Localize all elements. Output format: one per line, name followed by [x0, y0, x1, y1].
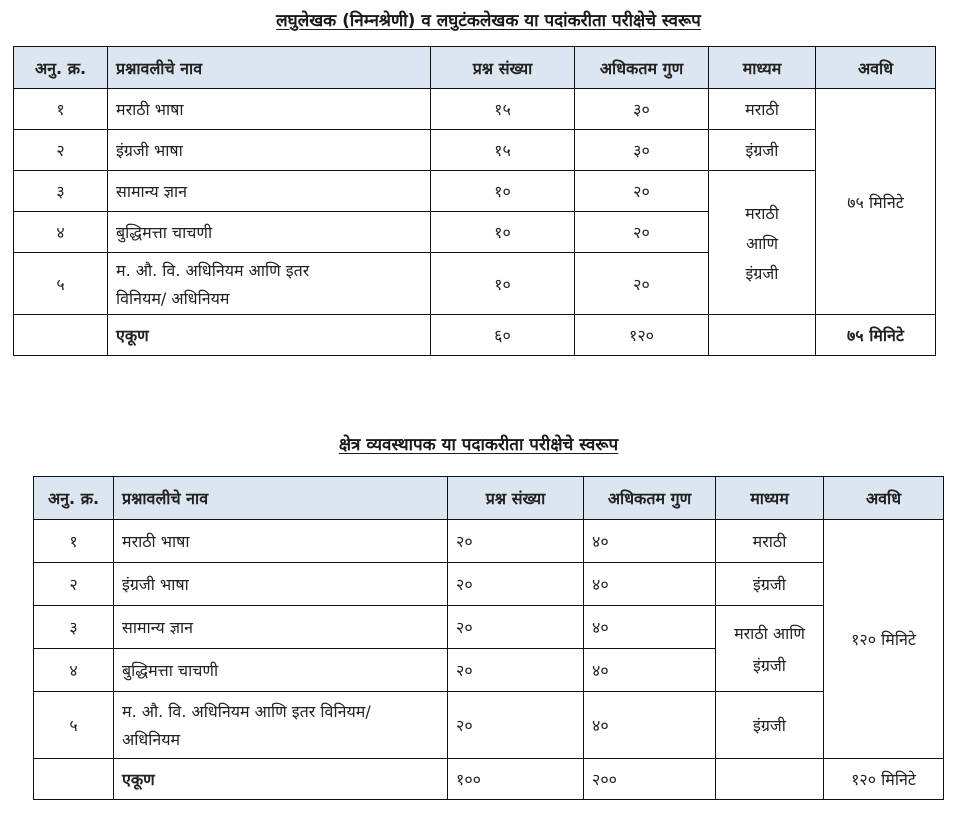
header-medium: माध्यम [716, 477, 824, 520]
table-row [14, 171, 936, 212]
table2-title: क्षेत्र व्यवस्थापक या पदाकरीता परीक्षेचे स्वरूप [338, 435, 619, 455]
paper-name-line: म. औ. वि. अधिनियम आणि इतर [116, 260, 310, 280]
paper-name-line: म. औ. वि. अधिनियम आणि इतर विनियम/ [122, 702, 371, 721]
cell-sr-no: ३ [34, 606, 114, 649]
medium-line: इंग्रजी [745, 263, 779, 283]
total-row [14, 315, 936, 356]
total-label: एकूण [114, 759, 448, 800]
cell-paper-name: सामान्य ज्ञान [114, 606, 448, 649]
header-paper-name: प्रश्नावलीचे नाव [114, 477, 448, 520]
cell-paper-name: मराठी भाषा [114, 520, 448, 563]
cell-medium: मराठी [709, 89, 816, 130]
table-row [34, 563, 944, 606]
header-sr-no: अनु. क्र. [14, 47, 108, 89]
medium-line: मराठी आणि [734, 623, 805, 643]
exam-pattern-table-field-manager [33, 476, 944, 800]
cell-sr-no: ५ [14, 253, 108, 315]
cell-max-marks: ३० [575, 130, 709, 171]
cell-max-marks: ४० [584, 692, 716, 759]
total-question-count: १०० [448, 759, 584, 800]
total-max-marks: १२० [575, 315, 709, 356]
cell-max-marks: २० [575, 253, 709, 315]
cell-paper-name [108, 253, 431, 315]
cell-question-count: १० [431, 212, 575, 253]
medium-line: मराठी [745, 203, 779, 223]
cell-medium: मराठी [716, 520, 824, 563]
cell-sr-no: १ [34, 520, 114, 563]
header-sr-no: अनु. क्र. [34, 477, 114, 520]
cell-paper-name: इंग्रजी भाषा [114, 563, 448, 606]
cell-question-count: १० [431, 171, 575, 212]
cell-sr-no-empty [14, 315, 108, 356]
header-max-marks: अधिकतम गुण [575, 47, 709, 89]
cell-question-count: १५ [431, 89, 575, 130]
header-max-marks: अधिकतम गुण [584, 477, 716, 520]
header-paper-name: प्रश्नावलीचे नाव [108, 47, 431, 89]
medium-line: इंग्रजी [753, 655, 786, 675]
header-question-count: प्रश्न संख्या [431, 47, 575, 89]
cell-medium: इंग्रजी [709, 130, 816, 171]
cell-max-marks: ३० [575, 89, 709, 130]
cell-paper-name: इंग्रजी भाषा [108, 130, 431, 171]
table-header-row [34, 477, 944, 520]
cell-medium: इंग्रजी [716, 692, 824, 759]
cell-paper-name: मराठी भाषा [108, 89, 431, 130]
cell-question-count: २० [448, 520, 584, 563]
total-medium-empty [709, 315, 816, 356]
cell-max-marks: ४० [584, 606, 716, 649]
cell-sr-no: ४ [14, 212, 108, 253]
cell-sr-no: १ [14, 89, 108, 130]
cell-sr-no: ४ [34, 649, 114, 692]
cell-sr-no: २ [34, 563, 114, 606]
header-medium: माध्यम [709, 47, 816, 89]
cell-paper-name [114, 692, 448, 759]
header-duration: अवधि [824, 477, 944, 520]
cell-paper-name: बुद्धिमत्ता चाचणी [108, 212, 431, 253]
medium-line: आणि [745, 233, 779, 253]
cell-medium: इंग्रजी [716, 563, 824, 606]
cell-question-count: १५ [431, 130, 575, 171]
cell-question-count: १० [431, 253, 575, 315]
table-row [34, 520, 944, 563]
total-question-count: ६० [431, 315, 575, 356]
table-row [34, 692, 944, 759]
cell-sr-no-empty [34, 759, 114, 800]
cell-duration-merged: ७५ मिनिटे [816, 89, 936, 315]
total-duration: १२० मिनिटे [824, 759, 944, 800]
cell-max-marks: २० [575, 171, 709, 212]
cell-paper-name: सामान्य ज्ञान [108, 171, 431, 212]
total-row [34, 759, 944, 800]
cell-question-count: २० [448, 692, 584, 759]
cell-max-marks: २० [575, 212, 709, 253]
cell-medium-merged [709, 171, 816, 315]
cell-max-marks: ४० [584, 520, 716, 563]
cell-question-count: २० [448, 649, 584, 692]
table-row [14, 89, 936, 130]
header-question-count: प्रश्न संख्या [448, 477, 584, 520]
total-medium-empty [716, 759, 824, 800]
table-header-row [14, 47, 936, 89]
header-duration: अवधि [816, 47, 936, 89]
cell-medium-merged [716, 606, 824, 692]
cell-duration-merged: १२० मिनिटे [824, 520, 944, 759]
paper-name-line: अधिनियम [122, 730, 181, 749]
paper-name-line: विनियम/ अधिनियम [116, 288, 230, 308]
total-duration: ७५ मिनिटे [816, 315, 936, 356]
total-max-marks: २०० [584, 759, 716, 800]
cell-paper-name: बुद्धिमत्ता चाचणी [114, 649, 448, 692]
table1-title: लघुलेखक (निम्नश्रेणी) व लघुटंकलेखक या पदांकरीता परीक्षेचे स्वरूप [276, 11, 701, 31]
cell-sr-no: ५ [34, 692, 114, 759]
exam-pattern-table-stenographer [13, 46, 936, 356]
cell-question-count: २० [448, 606, 584, 649]
table-row [34, 606, 944, 649]
total-label: एकूण [108, 315, 431, 356]
cell-sr-no: ३ [14, 171, 108, 212]
cell-max-marks: ४० [584, 649, 716, 692]
cell-max-marks: ४० [584, 563, 716, 606]
cell-sr-no: २ [14, 130, 108, 171]
cell-question-count: २० [448, 563, 584, 606]
table-row [14, 130, 936, 171]
